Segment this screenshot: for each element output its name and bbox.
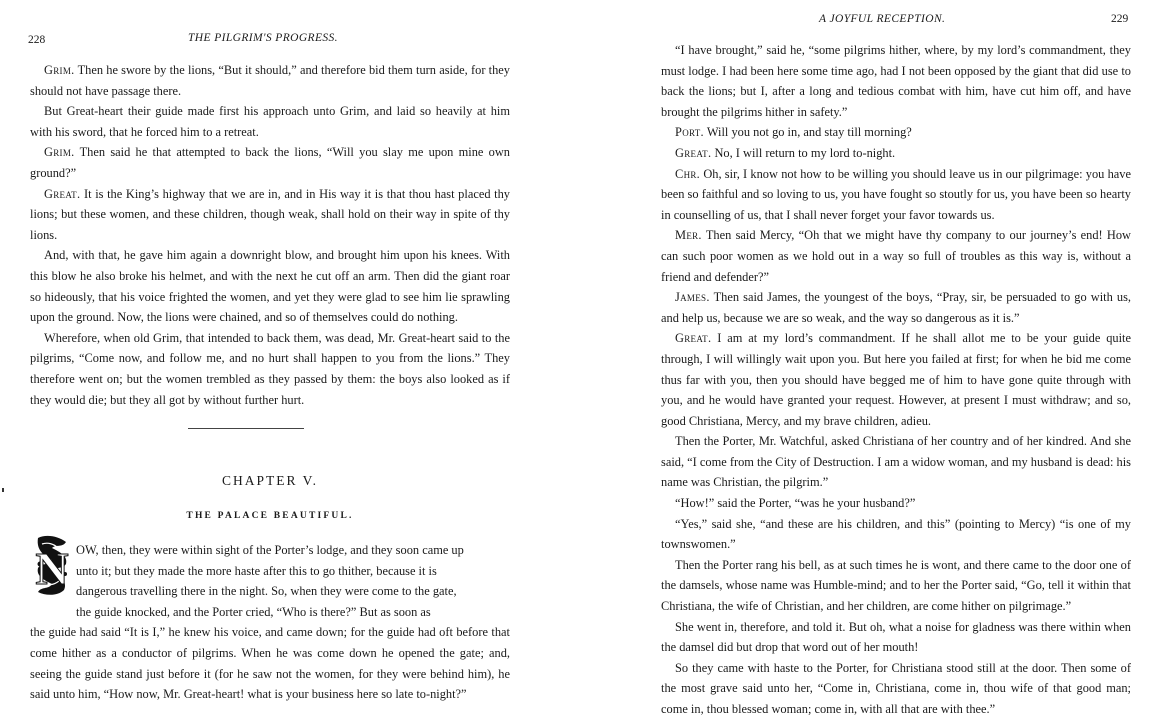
left-page <box>0 0 574 716</box>
section-divider <box>188 428 304 429</box>
right-page-text <box>661 40 1131 720</box>
page-number: 229 <box>1111 13 1129 25</box>
paragraph-text: Will you not go in, and stay till morning? <box>706 125 912 140</box>
chapter-line: the guide knocked, and the Porter cried, “Who is there?” But as soon as <box>76 604 431 619</box>
speaker-label: Great. <box>44 186 81 201</box>
paragraph-text: Then he swore by the lions, “But it should,” and therefore bid them turn aside, for they should not have passage there. <box>30 63 510 98</box>
paragraph <box>30 60 510 101</box>
paragraph <box>30 328 510 410</box>
speaker-label: Great. <box>675 331 712 346</box>
page-number: 228 <box>28 34 46 46</box>
paragraph-text: the guide had said “It is I,” he knew his voice, and came down; for the guide had oft before that come hither as a conductor of pilgrims. When he was come down he opened the gate; and, seeing the guide stand just before it (for he saw not the women, for they were behind him), he said unto him, “How now, Mr. Great-heart! what is your business here so late to-night?” <box>30 625 510 702</box>
paragraph-text: I am at my lord’s commandment. If he shall allot me to be your guide quite through, I will willingly wait upon you. But here you failed at first; for when he bid me come thus far with you, then you should have begged me of him to have gone quite through with you, and he would have granted your request. However, at present I must withdraw; and so, good Christiana, Mercy, and my brave children, adieu. <box>661 331 1131 428</box>
paragraph <box>661 287 1131 328</box>
paragraph <box>30 101 510 142</box>
paragraph-text: She went in, therefore, and told it. But oh, what a noise for gladness was there within when the damsel did but drop that word out of her mouth! <box>661 619 1131 655</box>
left-page-text <box>30 60 510 410</box>
paragraph-text: “Yes,” said she, “and these are his children, and this” (pointing to Mercy) “is one of my townswomen.” <box>661 516 1131 552</box>
paragraph <box>30 142 510 183</box>
speaker-label: Mer. <box>675 228 702 243</box>
speaker-label: Grim. <box>44 145 75 160</box>
paragraph <box>661 328 1131 431</box>
speaker-label: Great. <box>675 145 712 160</box>
paragraph-text: And, with that, he gave him again a downright blow, and brought him upon his knees. With this blow he also broke his helmet, and with the next he cut off an arm. Then did the giant roar so hideously, that his voice frighted the women, and yet they were glad to see him lie sprawling upon the ground. Now, the lions were chained, and so of themselves could do nothing. <box>30 248 510 325</box>
chapter-line: dangerous travelling there in the night. So, when they were come to the gate, <box>76 584 457 599</box>
paragraph <box>661 431 1131 493</box>
paragraph-text: Oh, sir, I know not how to be willing you should leave us in our pilgrimage: you have been so faithful and so loving to us, you have fought so stoutly for us, you have been so hearty in counselling of us, that I shall never forget your favor towards us. <box>661 166 1131 222</box>
speaker-label: Grim. <box>44 63 75 77</box>
paragraph <box>661 555 1131 617</box>
paragraph-text: Then said James, the youngest of the boys, “Pray, sir, be persuaded to go with us, and help us, because we are so weak, and the way so dangerous as it is.” <box>661 290 1131 325</box>
paragraph-text: No, I will return to my lord to-night. <box>714 145 896 160</box>
paragraph-text: “I have brought,” said he, “some pilgrims hither, where, by my lord’s commandment, they must lodge. I had been here some time ago, had I not been opposed by the giant that did use to back the lions; but I, after a long and tedious combat with him, have cut him off, and have brought the pilgrims hither in safety.” <box>661 43 1131 119</box>
chapter-line: unto it; but they made the more haste after this to go thither, because it is <box>76 563 437 578</box>
paragraph-text: Then said he that attempted to back the lions, “Will you slay me upon mine own ground?” <box>30 145 511 180</box>
paragraph-text: Wherefore, when old Grim, that intended to back them, was dead, Mr. Great-heart said to the pilgrims, “Come now, and follow me, and no hurt shall happen to you from the lions.” They therefore went on; but the women trembled as they passed by them: the boys also looked as if they would die; but they all got by without further hurt. <box>30 330 510 407</box>
right-page <box>575 0 1149 716</box>
paragraph-text: Then the Porter rang his bell, as at such times he is wont, and there came to the door one of the damsels, whose name was Humble-mind; and to her the Porter said, “Go, tell it within that Christiana, the wife of Christian, and her children, are come hither on pilgrimage.” <box>661 557 1131 614</box>
speaker-label: James. <box>675 290 710 305</box>
paragraph-text: Then said Mercy, “Oh that we might have thy company to our journey’s end! How can such poor women as we hold out in a way so full of troubles as this way is, without a friend and defender?” <box>661 228 1131 284</box>
chapter-title: CHAPTER V. <box>221 473 319 488</box>
paragraph-text: So they came with haste to the Porter, for Christiana stood still at the door. Then some of the most grave said unto her, “Come in, Christiana, come in, thou wife of that good man; come in, thou blessed woman; come in, with all that are with thee.” <box>661 660 1131 716</box>
paragraph <box>661 658 1131 720</box>
drop-cap-glyph: N <box>35 543 69 594</box>
page-edge-mark <box>2 488 4 492</box>
paragraph <box>30 245 510 327</box>
paragraph <box>30 540 510 705</box>
speaker-label: Chr. <box>675 166 701 181</box>
paragraph <box>661 225 1131 287</box>
paragraph <box>661 164 1131 226</box>
paragraph-text: Then the Porter, Mr. Watchful, asked Christiana of her country and of her kindred. And she said, “I come from the City of Destruction. I am a widow woman, and my husband is dead: his name was Christian, the pilgrim.” <box>661 434 1131 490</box>
paragraph <box>661 40 1131 122</box>
paragraph <box>661 514 1131 555</box>
paragraph-text: It is the King’s highway that we are in, and in His way it is that thou hast placed thy lions; but these women, and these children, though weak, shall hold on their way in spite of thy lions. <box>30 186 510 242</box>
running-head: A JOYFUL RECEPTION. <box>819 13 946 25</box>
paragraph <box>30 184 510 246</box>
chapter-line: OW, then, they were within sight of the Porter’s lodge, and they soon came up <box>76 543 464 557</box>
paragraph-text: But Great-heart their guide made first his approach unto Grim, and laid so heavily at him with his sword, that he forced him to a retreat. <box>30 104 510 139</box>
paragraph <box>661 493 1131 514</box>
chapter-subtitle: THE PALACE BEAUTIFUL. <box>186 511 354 521</box>
paragraph <box>661 617 1131 658</box>
chapter-text <box>30 540 510 705</box>
speaker-label: Port. <box>675 125 704 140</box>
paragraph <box>661 122 1131 143</box>
paragraph <box>661 143 1131 164</box>
running-head: THE PILGRIM'S PROGRESS. <box>188 32 338 44</box>
paragraph-text: “How!” said the Porter, “was he your husband?” <box>675 496 916 511</box>
